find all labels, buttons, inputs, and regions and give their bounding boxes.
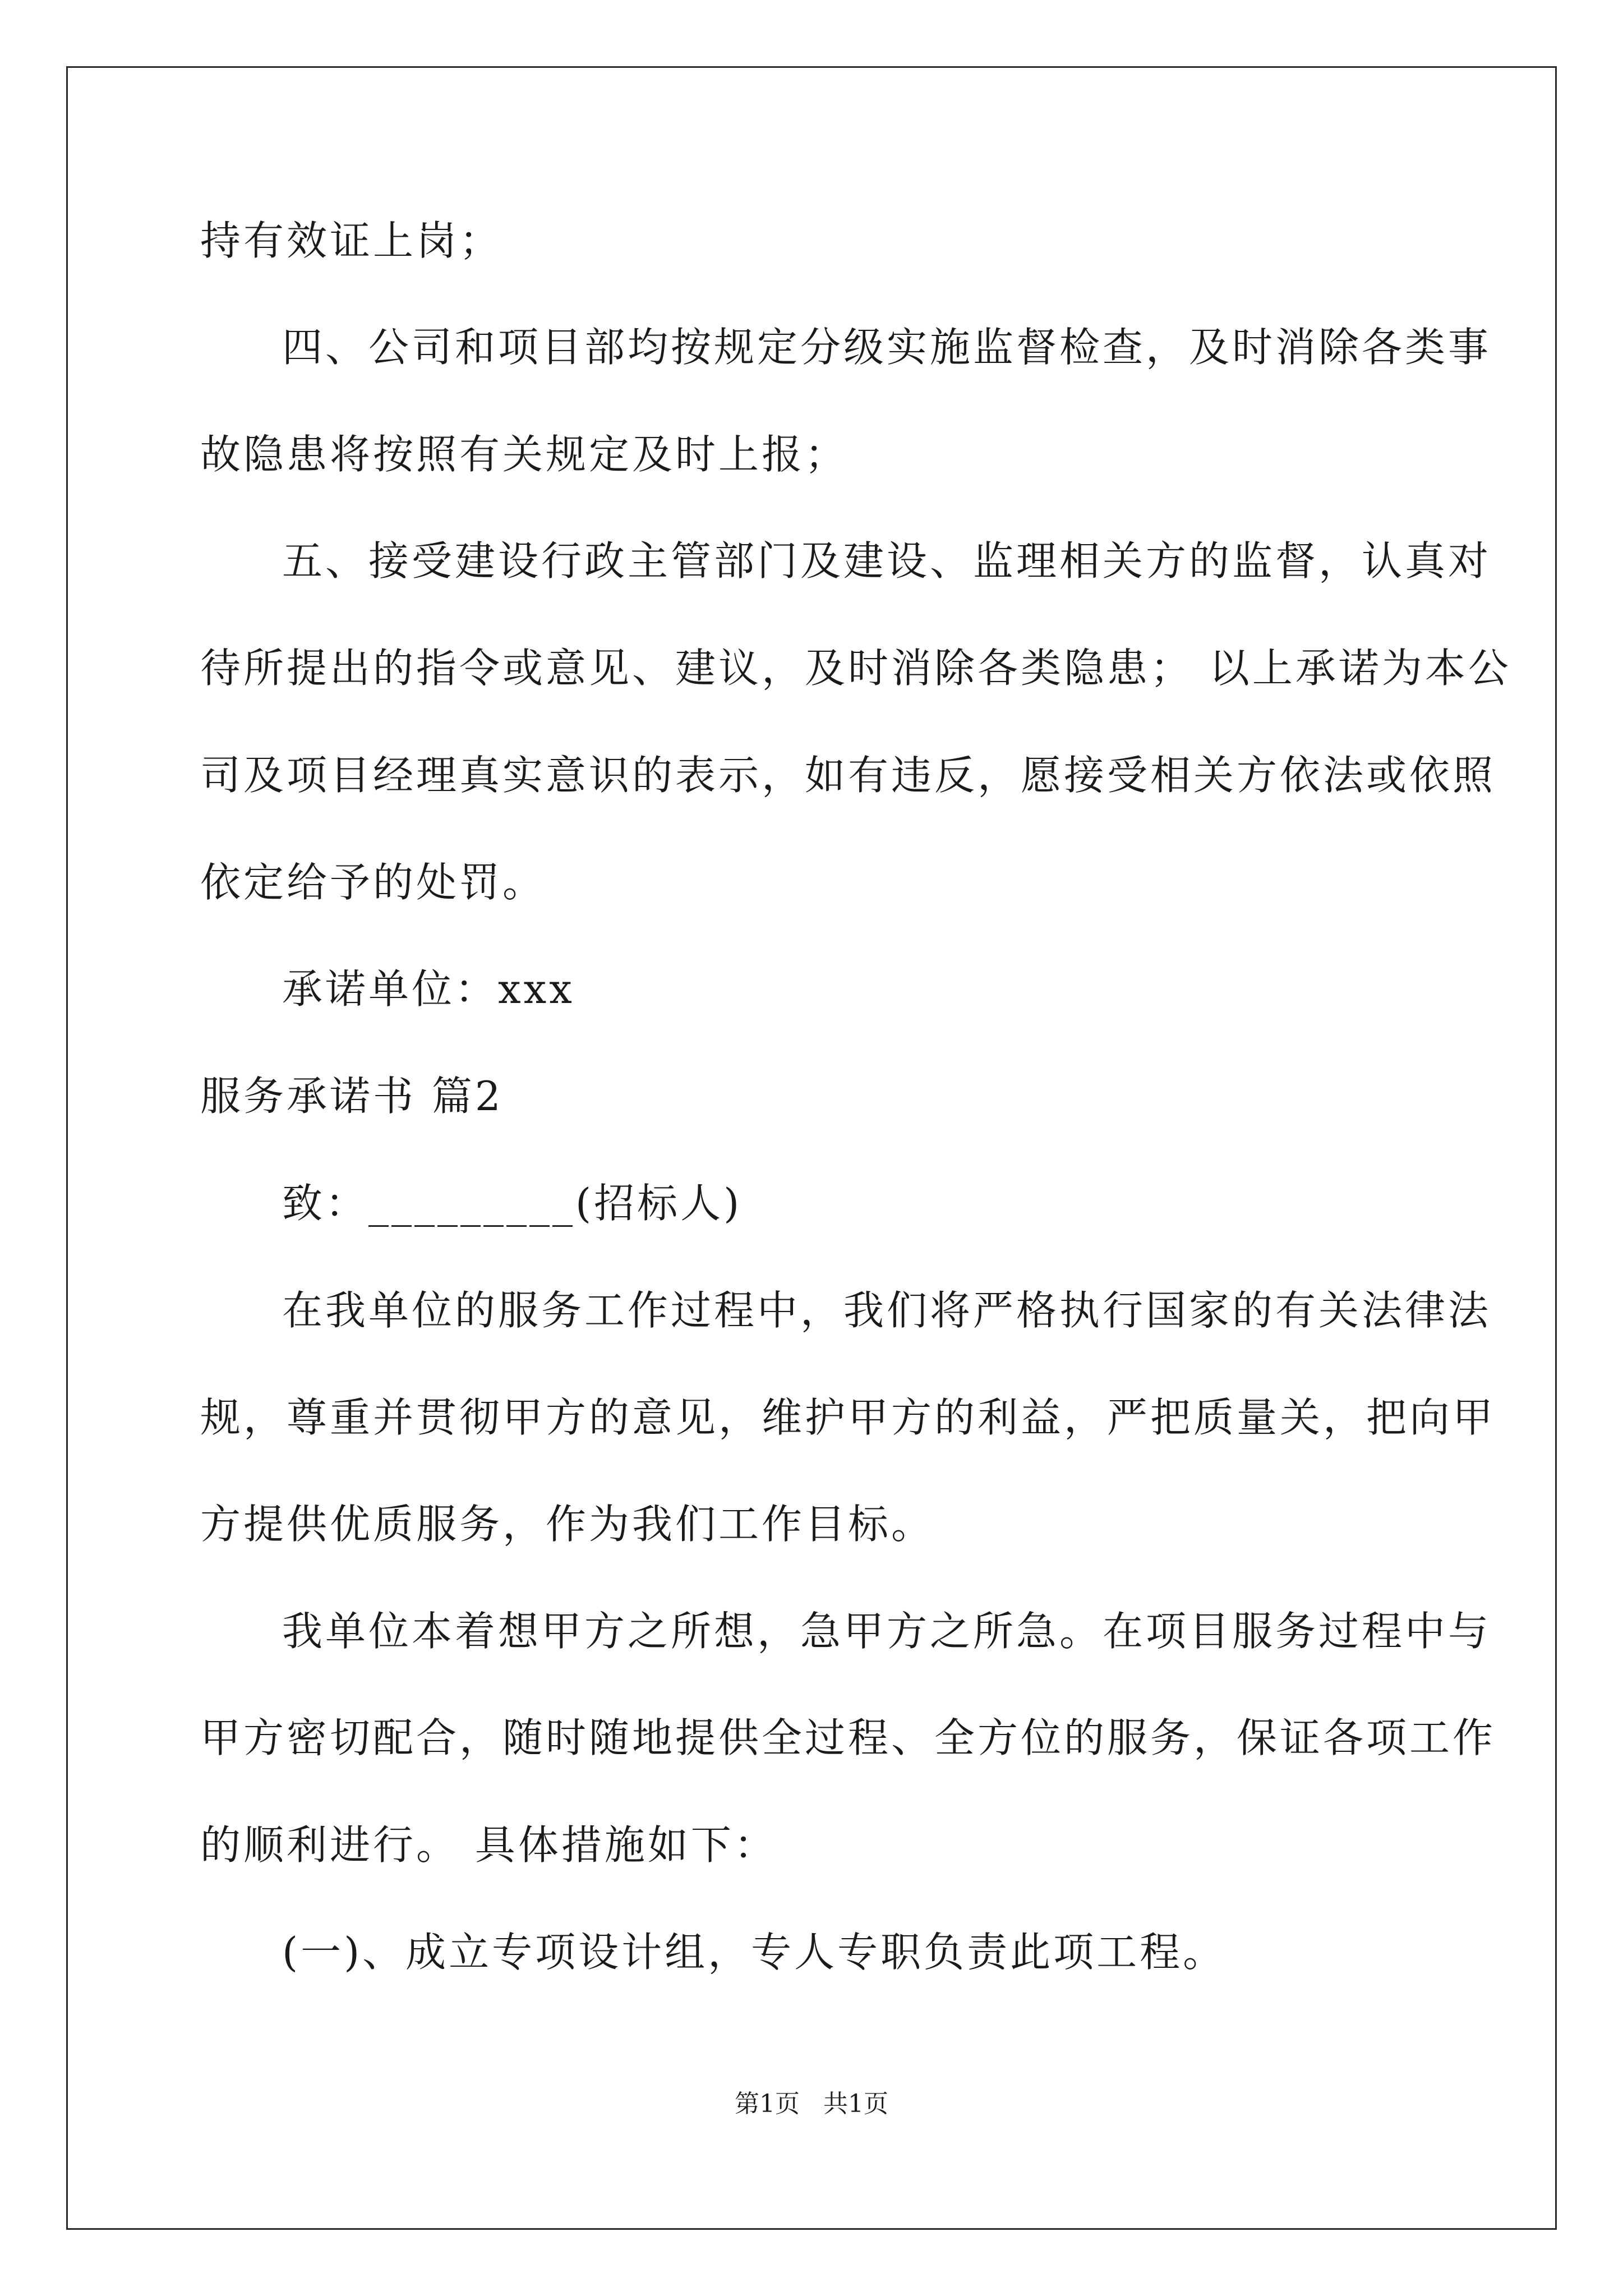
page-total: 共1页: [823, 2090, 888, 2118]
text-line: 规，尊重并贯彻甲方的意见，维护甲方的利益，严把质量关，把向甲: [200, 1394, 1496, 1441]
addressee-line: 致：_________(招标人): [282, 1180, 743, 1227]
text-line: 待所提出的指令或意见、建议，及时消除各类隐患； 以上承诺为本公: [200, 645, 1511, 692]
page-footer: [0, 2087, 1623, 2121]
signature-unit: 承诺单位：xxx: [282, 965, 575, 1013]
paragraph-line: 在我单位的服务工作过程中，我们将严格执行国家的有关法律法: [282, 1287, 1492, 1334]
paragraph-line: 四、公司和项目部均按规定分级实施监督检查，及时消除各类事: [282, 324, 1492, 371]
text-line: 依定给予的处罚。: [200, 859, 546, 906]
paragraph-line: 我单位本着想甲方之所想，急甲方之所急。在项目服务过程中与: [282, 1608, 1492, 1655]
section-heading: 服务承诺书 篇2: [200, 1073, 504, 1120]
text-line: 方提供优质服务，作为我们工作目标。: [200, 1501, 935, 1548]
text-line: 的顺利进行。 具体措施如下：: [200, 1821, 777, 1869]
text-line: 甲方密切配合，随时随地提供全过程、全方位的服务，保证各项工作: [200, 1714, 1496, 1761]
text-line: 持有效证上岗；: [200, 217, 503, 264]
text-line: 司及项目经理真实意识的表示，如有违反，愿接受相关方依法或依照: [200, 752, 1496, 799]
text-line: 故隐患将按照有关规定及时上报；: [200, 431, 849, 478]
page-number: 第1页: [735, 2090, 800, 2118]
list-item: (一)、成立专项设计组，专人专职负责此项工程。: [282, 1929, 1227, 1976]
paragraph-line: 五、接受建设行政主管部门及建设、监理相关方的监督，认真对: [282, 537, 1492, 585]
page-border: [66, 66, 1557, 2230]
